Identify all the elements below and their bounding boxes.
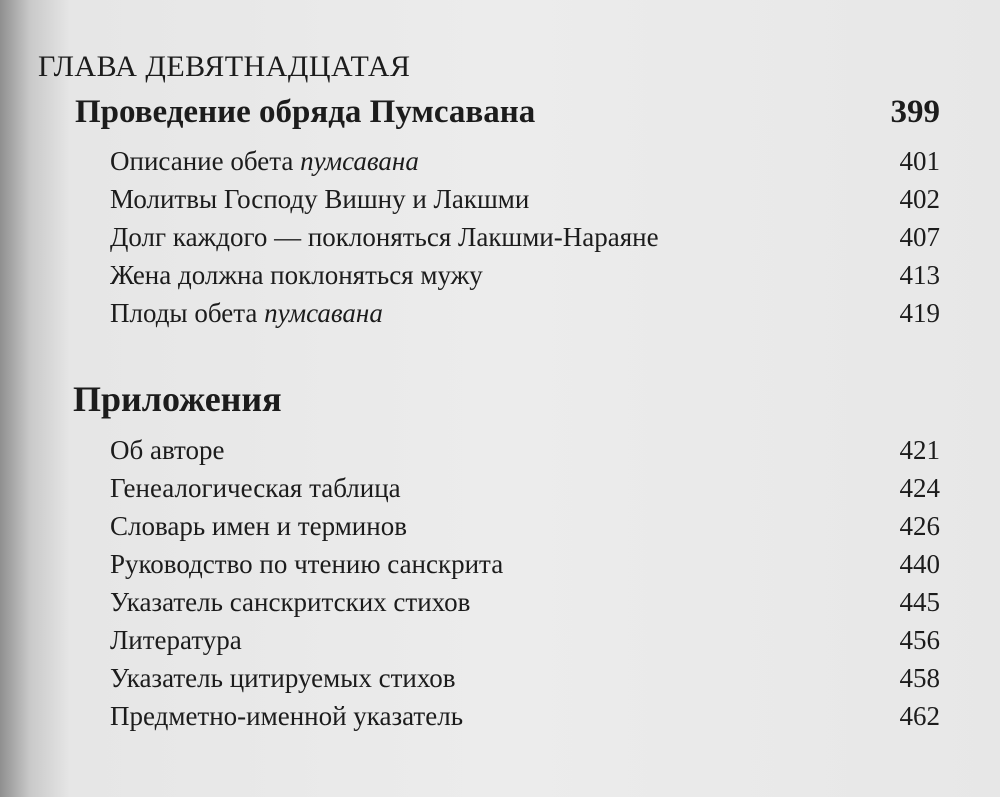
- toc-entry: [0, 298, 1000, 338]
- toc-entry: [0, 511, 1000, 551]
- toc-entry: [0, 184, 1000, 224]
- toc-entry-title: Генеалогическая таблица: [110, 473, 401, 503]
- toc-entry: [0, 663, 1000, 703]
- toc-entry: [0, 435, 1000, 475]
- toc-entry-title: Плоды обета пумсавана: [110, 298, 383, 328]
- toc-entry-title: Указатель цитируемых стихов: [110, 663, 456, 693]
- toc-entry-page: 421: [899, 435, 940, 465]
- toc-entry-title: Руководство по чтению санскрита: [110, 549, 504, 579]
- toc-entry-page: 401: [899, 146, 940, 176]
- toc-entry: [0, 260, 1000, 300]
- toc-entry-page: 402: [899, 184, 940, 214]
- toc-entry-title: Литература: [110, 625, 242, 655]
- toc-entry-page: 407: [899, 222, 940, 252]
- toc-entry-title: Указатель санскритских стихов: [110, 587, 471, 617]
- toc-entry-title: Долг каждого — поклоняться Лакшми-Нараяне: [110, 222, 659, 252]
- toc-entry-page: 462: [899, 701, 940, 731]
- toc-entry: [0, 625, 1000, 665]
- toc-entry-title: Предметно-именной указатель: [110, 701, 464, 731]
- chapter-label: ГЛАВА ДЕВЯТНАДЦАТАЯ: [38, 50, 411, 83]
- toc-entry: [0, 473, 1000, 513]
- toc-entry-title: Молитвы Господу Вишну и Лакшми: [110, 184, 530, 214]
- toc-entry-title: Словарь имен и терминов: [110, 511, 407, 541]
- toc-entry-page: 458: [899, 663, 940, 693]
- toc-entry-page: 424: [899, 473, 940, 503]
- chapter-title: Проведение обряда Пумсавана: [75, 94, 536, 130]
- toc-entry-page: 426: [899, 511, 940, 541]
- toc-entry: [0, 549, 1000, 589]
- toc-entry-title: Жена должна поклоняться мужу: [110, 260, 483, 290]
- toc-entry-page: 413: [899, 260, 940, 290]
- toc-entry: [0, 222, 1000, 262]
- toc-entry-page: 456: [899, 625, 940, 655]
- toc-entry-page: 440: [899, 549, 940, 579]
- toc-entry-page: 419: [899, 298, 940, 328]
- toc-entry: [0, 701, 1000, 741]
- chapter-title-page: 399: [890, 94, 940, 130]
- toc-entry-title: Описание обета пумсавана: [110, 146, 419, 176]
- toc-entry: [0, 146, 1000, 186]
- toc-entry-title: Об авторе: [110, 435, 225, 465]
- chapter-title-row: [0, 94, 1000, 134]
- toc-entry: [0, 587, 1000, 627]
- toc-entry-page: 445: [899, 587, 940, 617]
- appendix-title: Приложения: [73, 379, 282, 419]
